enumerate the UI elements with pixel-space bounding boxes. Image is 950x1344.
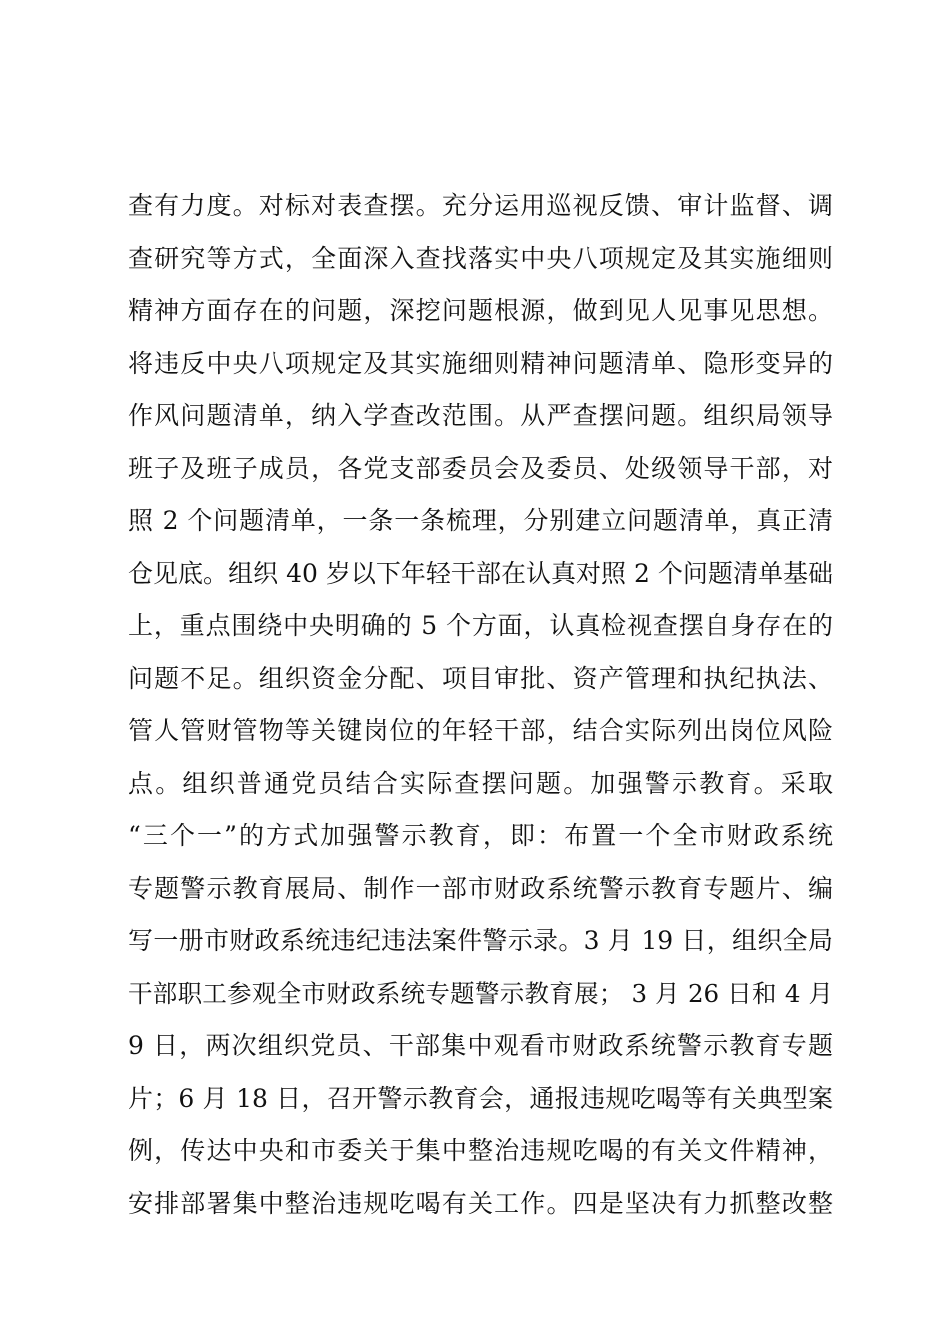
text-line: “三个一”的方式加强警示教育，即：布置一个全市财政系统 [128,821,833,850]
text-line: 问题不足。组织资金分配、项目审批、资产管理和执纪执法、 [128,663,833,693]
text-line: 安排部署集中整治违规吃喝有关工作。四是坚决有力抓整改整 [128,1188,833,1218]
text-line: 写一册市财政系统违纪违法案件警示录。3 月 19 日，组织全局 [128,926,833,955]
text-line: 精神方面存在的问题，深挖问题根源，做到见人见事见思想。 [128,296,833,325]
text-line: 干部职工参观全市财政系统专题警示教育展； 3 月 26 日和 4 月 [128,978,833,1008]
text-line: 点。组织普通党员结合实际查摆问题。加强警示教育。采取 [128,768,833,798]
text-line: 查研究等方式，全面深入查找落实中央八项规定及其实施细则 [128,243,833,273]
text-line: 作风问题清单，纳入学查改范围。从严查摆问题。组织局领导 [128,401,833,430]
text-line: 仓见底。组织 40 岁以下年轻干部在认真对照 2 个问题清单基础 [128,558,833,588]
text-line: 查有力度。对标对表查摆。充分运用巡视反馈、审计监督、调 [128,191,833,220]
text-line: 9 日，两次组织党员、干部集中观看市财政系统警示教育专题 [128,1031,833,1060]
text-line: 专题警示教育展局、制作一部市财政系统警示教育专题片、编 [128,873,833,903]
text-line: 将违反中央八项规定及其实施细则精神问题清单、隐形变异的 [128,348,833,378]
text-line: 管人管财管物等关键岗位的年轻干部，结合实际列出岗位风险 [128,716,833,745]
body-paragraph [128,180,833,1230]
text-line: 班子及班子成员，各党支部委员会及委员、处级领导干部，对 [128,453,833,483]
text-line: 照 2 个问题清单，一条一条梳理，分别建立问题清单，真正清 [128,506,833,535]
text-line: 片；6 月 18 日，召开警示教育会，通报违规吃喝等有关典型案 [128,1083,833,1113]
text-line: 上，重点围绕中央明确的 5 个方面，认真检视查摆自身存在的 [128,611,833,640]
text-line: 例，传达中央和市委关于集中整治违规吃喝的有关文件精神， [128,1136,833,1165]
